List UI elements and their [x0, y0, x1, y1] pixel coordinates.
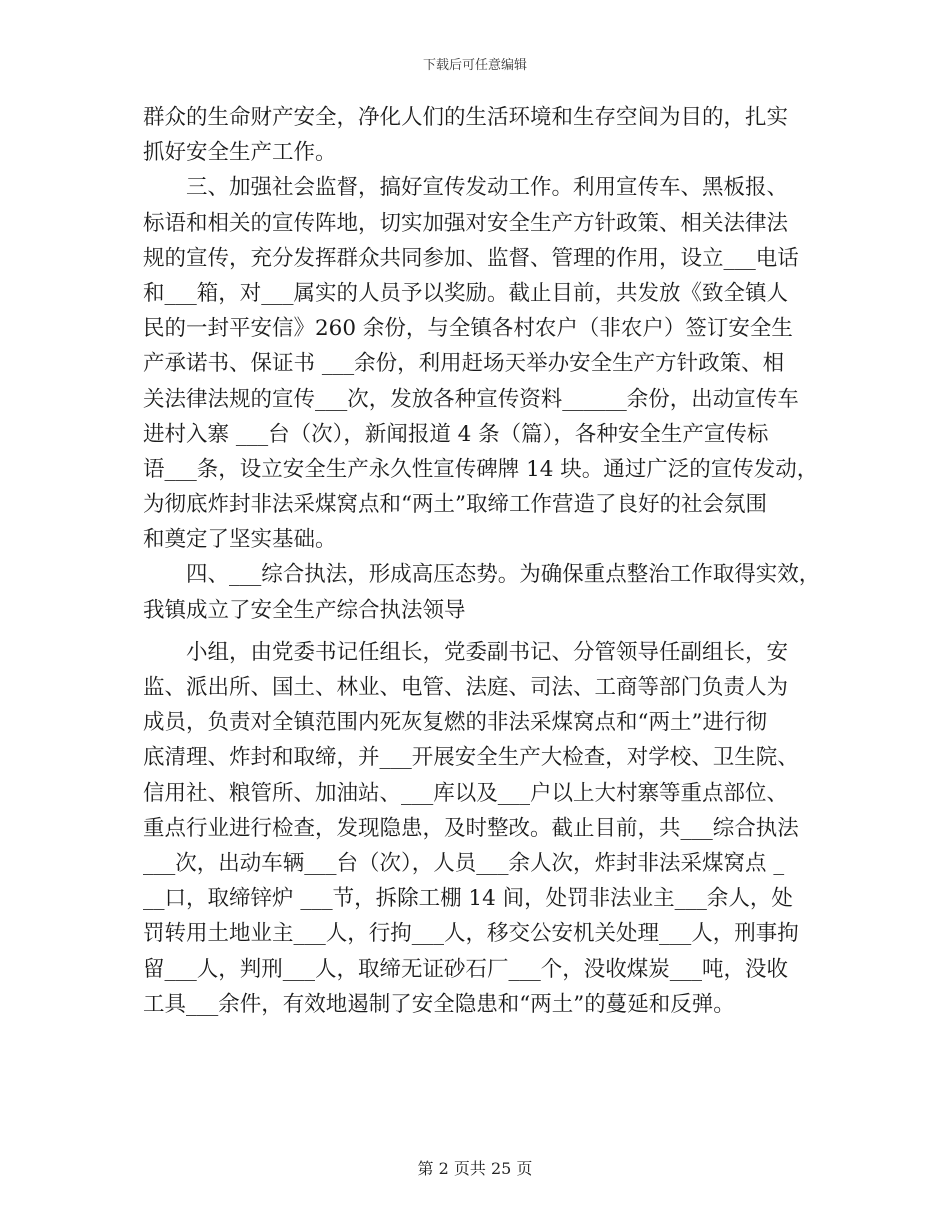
text-line: __口，取缔锌炉 ___节，拆除工棚 14 间，处罚非法业主___余人，处 [143, 886, 793, 912]
text-line: 三、加强社会监督，搞好宣传发动工作。利用宣传车、黑板报、 [143, 175, 789, 201]
text-line: 四、___综合执法，形成高压态势。为确保重点整治工作取得实效， [143, 562, 821, 588]
text-line: 工具___余件，有效地遏制了安全隐患和“两土”的蔓延和反弹。 [143, 991, 735, 1017]
text-line: 规的宣传，充分发挥群众共同参加、监督、管理的作用，设立___电话 [143, 245, 799, 271]
text-line: 重点行业进行检查，发现隐患，及时整改。截止目前，共___综合执法 [143, 815, 799, 841]
text-line: 进村入寨 ___台（次），新闻报道 4 条（篇），各种安全生产宣传标 [143, 421, 769, 447]
text-line: 罚转用土地业主___人，行拘___人，移交公安机关处理___人，刑事拘 [143, 921, 799, 947]
text-line: 民的一封平安信》260 余份，与全镇各村农户（非农户）签订安全生 [143, 316, 793, 342]
text-line: ___次，出动车辆___台（次），人员___余人次，炸封非法采煤窝点 _ [143, 850, 785, 876]
text-line: 监、派出所、国土、林业、电管、法庭、司法、工商等部门负责人为 [143, 675, 789, 700]
text-line: 底清理、炸封和取缔，并___开展安全生产大检查，对学校、卫生院、 [143, 745, 799, 771]
text-line: 产承诺书、保证书 ___余份，利用赶场天举办安全生产方针政策、相 [143, 351, 785, 377]
page-header: 下载后可任意编辑 [422, 58, 527, 73]
text-line: 小组，由党委书记任组长，党委副书记、分管领导任副组长，安 [143, 639, 789, 665]
text-line: 成员，负责对全镇范围内死灰复燃的非法采煤窝点和“两土”进行彻 [143, 710, 767, 736]
text-line: 标语和相关的宣传阵地，切实加强对安全生产方针政策、相关法律法 [143, 210, 789, 236]
text-line: 和奠定了坚实基础。 [143, 527, 337, 553]
text-line: 抓好安全生产工作。 [143, 140, 337, 166]
paragraph-gap [143, 628, 808, 635]
text-line: 为彻底炸封非法采煤窝点和“两土”取缔工作营造了良好的社会氛围 [143, 492, 767, 518]
text-line: 留___人，判刑___人，取缔无证砂石厂___个，没收煤炭___吨，没收 [143, 956, 789, 982]
text-line: 语___条，设立安全生产永久性宣传碑牌 14 块。通过广泛的宣传发动， [143, 456, 819, 482]
text-line: 和___箱，对___属实的人员予以奖励。截止目前，共发放《致全镇人 [143, 280, 789, 306]
text-line: 信用社、粮管所、加油站、___库以及___户以上大村寨等重点部位、 [143, 780, 789, 806]
document-body [143, 100, 821, 1022]
text-line: 关法律法规的宣传___次，发放各种宣传资料______余份，出动宣传车 [143, 386, 799, 412]
page-footer: 第 2 页共 25 页 [417, 1159, 533, 1178]
text-line: 我镇成立了安全生产综合执法领导 [143, 597, 466, 623]
text-line: 群众的生命财产安全，净化人们的生活环境和生存空间为目的，扎实 [143, 105, 789, 130]
